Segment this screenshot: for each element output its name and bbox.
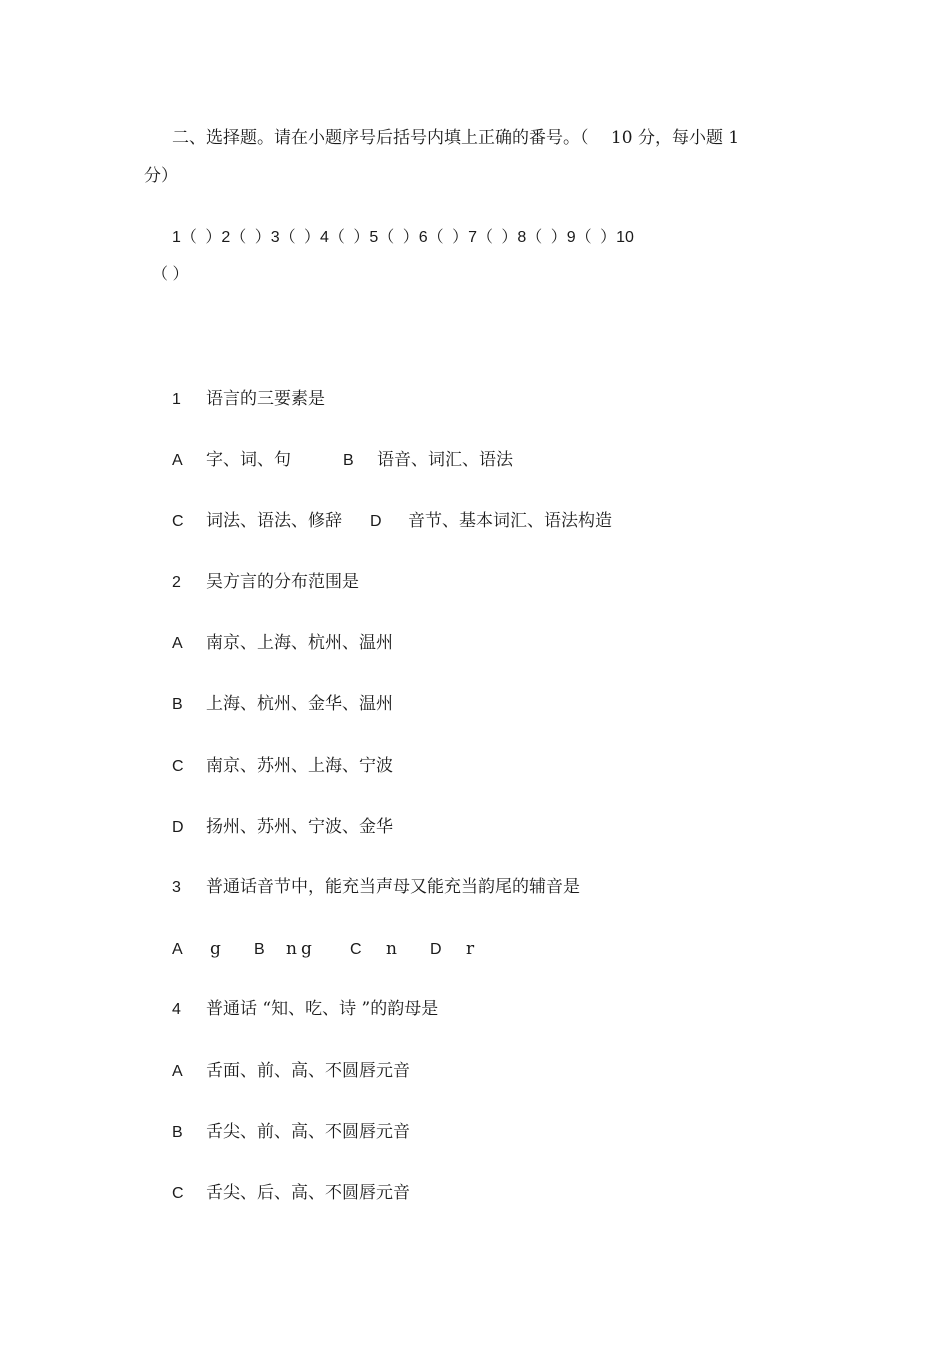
option-text: n — [386, 939, 397, 959]
option-text: 字、词、句 — [206, 450, 291, 470]
question-1-options-row-2 — [172, 511, 612, 532]
option-letter: C — [172, 1185, 184, 1202]
question-4-option-a — [172, 1061, 410, 1082]
question-2-option-a — [172, 633, 393, 654]
question-text: 普通话音节中，能充当声母又能充当韵尾的辅音是 — [206, 877, 580, 897]
question-2-option-c — [172, 756, 393, 777]
option-text: 词法、语法、修辞 — [206, 511, 342, 531]
question-1 — [172, 389, 325, 410]
question-3-options — [172, 939, 474, 960]
option-text: 上海、杭州、金华、温州 — [206, 694, 393, 714]
question-4 — [172, 999, 438, 1020]
answer-blanks-row: 1（ ）2（ ）3（ ）4（ ）5（ ）6（ ）7（ ）8（ ）9（ ）10 — [172, 229, 634, 246]
question-text: 普通话 “知、吃、诗 ”的韵母是 — [206, 999, 439, 1019]
option-letter: A — [172, 452, 183, 469]
option-text: ng — [286, 939, 316, 959]
question-2 — [172, 572, 359, 593]
option-text: 音节、基本词汇、语法构造 — [408, 511, 612, 531]
option-text: 南京、上海、杭州、温州 — [206, 633, 393, 653]
question-2-option-d — [172, 817, 393, 838]
option-letter: C — [172, 758, 184, 775]
option-text: r — [466, 939, 475, 959]
question-3 — [172, 877, 580, 898]
option-text: 舌尖、前、高、不圆唇元音 — [206, 1122, 410, 1142]
option-letter: A — [172, 1063, 183, 1080]
question-number: 4 — [172, 1001, 181, 1018]
section-heading-continued: 分） — [144, 166, 178, 186]
option-letter: B — [172, 1124, 183, 1141]
question-number: 3 — [172, 879, 181, 896]
question-4-option-b — [172, 1122, 410, 1143]
option-text: 语音、词汇、语法 — [377, 450, 513, 470]
option-letter: B — [343, 452, 354, 469]
option-text: 舌尖、后、高、不圆唇元音 — [206, 1183, 410, 1203]
question-number: 2 — [172, 574, 181, 591]
option-letter: C — [350, 941, 362, 958]
option-letter: B — [172, 696, 183, 713]
option-letter: A — [172, 635, 183, 652]
option-text: 扬州、苏州、宁波、金华 — [206, 817, 393, 837]
option-text: g — [210, 939, 221, 959]
question-number: 1 — [172, 391, 181, 408]
section-heading: 二、选择题。请在小题序号后括号内填上正确的番号。（ 10 分，每小题 1 — [172, 128, 740, 148]
option-letter: C — [172, 513, 184, 530]
option-text: 舌面、前、高、不圆唇元音 — [206, 1061, 410, 1081]
question-text: 语言的三要素是 — [206, 389, 325, 409]
option-letter: D — [430, 941, 442, 958]
question-1-options-row-1 — [172, 450, 513, 471]
question-4-option-c — [172, 1183, 410, 1204]
option-letter: A — [172, 941, 183, 958]
option-letter: D — [370, 513, 382, 530]
option-text: 南京、苏州、上海、宁波 — [206, 756, 393, 776]
option-letter: B — [254, 941, 265, 958]
answer-blanks-row-continued: （ ） — [152, 266, 189, 283]
option-letter: D — [172, 819, 184, 836]
question-text: 吴方言的分布范围是 — [206, 572, 359, 592]
question-2-option-b — [172, 694, 393, 715]
